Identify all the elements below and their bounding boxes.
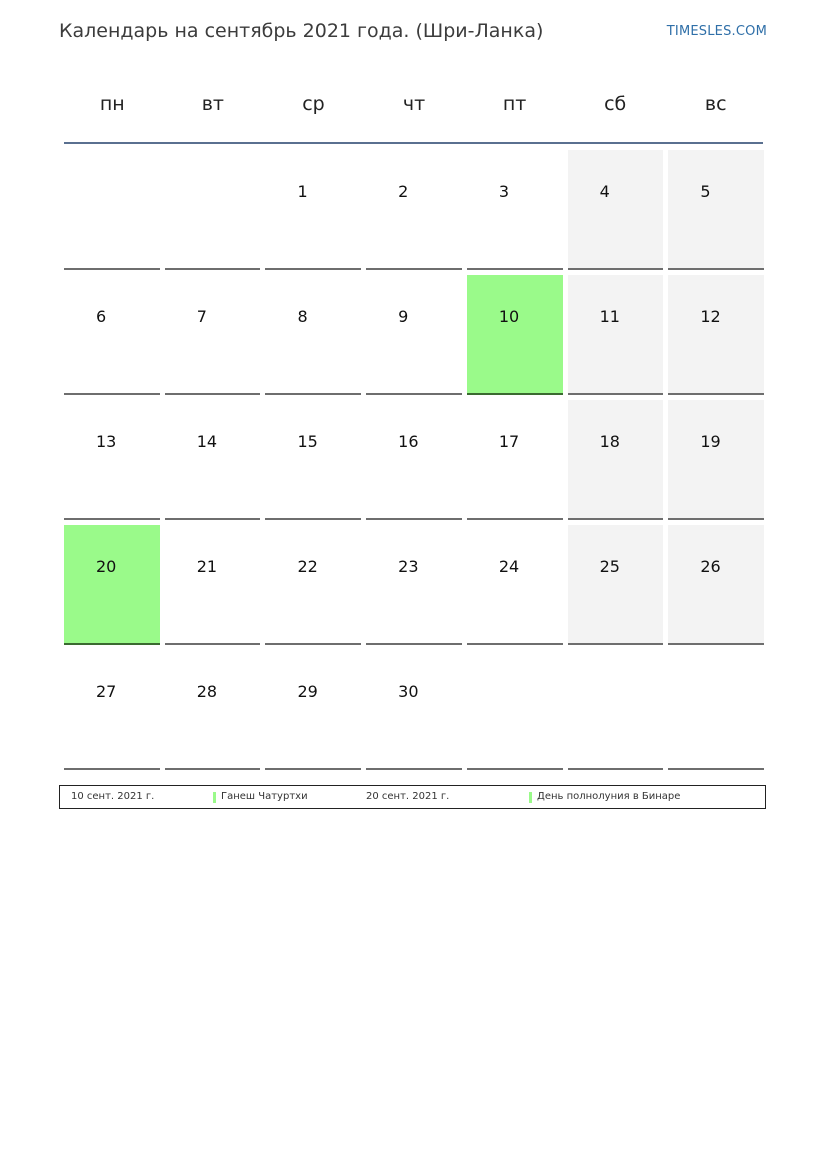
weekday-mon: пн [99, 93, 125, 115]
weekday-wed: ср [302, 93, 325, 115]
calendar-day [265, 525, 361, 645]
day-number: 6 [96, 307, 107, 326]
day-number: 16 [398, 432, 419, 451]
day-number: 5 [700, 182, 711, 201]
calendar-day [64, 400, 160, 520]
day-number: 8 [297, 307, 308, 326]
legend-name-1: Ганеш Чатуртхи [221, 791, 308, 802]
day-number: 24 [498, 557, 520, 576]
calendar-day-holiday [467, 275, 563, 395]
day-number: 18 [599, 432, 620, 451]
day-number: 30 [398, 682, 419, 701]
calendar-day [467, 400, 563, 520]
day-number: 28 [196, 682, 218, 701]
calendar-day [165, 275, 261, 395]
calendar-day [64, 275, 160, 395]
calendar-day-holiday [64, 525, 160, 645]
calendar-day [568, 275, 664, 395]
calendar-day [668, 400, 764, 520]
weekday-header-row [62, 86, 766, 142]
day-number: 7 [196, 307, 207, 326]
site-link[interactable]: TIMESLES.COM [666, 24, 767, 39]
legend-date-2: 20 сент. 2021 г. [366, 791, 450, 802]
day-number: 11 [599, 307, 620, 326]
calendar-day [467, 150, 563, 270]
day-number: 26 [700, 557, 721, 576]
calendar-day [165, 650, 261, 770]
calendar-day [265, 275, 361, 395]
legend-name-2: День полнолуния в Бинаре [537, 791, 681, 802]
day-number: 20 [96, 557, 117, 576]
weekday-sun: вс [704, 93, 727, 115]
calendar-week [64, 275, 764, 395]
calendar-day [668, 150, 764, 270]
calendar-day-empty [568, 650, 664, 770]
calendar-week [64, 400, 764, 520]
day-number: 22 [297, 557, 318, 576]
calendar-day [568, 525, 664, 645]
legend-marker-2 [529, 792, 532, 803]
calendar-day [64, 650, 160, 770]
day-number: 14 [196, 432, 218, 451]
day-number: 17 [498, 432, 520, 451]
calendar-week [64, 650, 764, 770]
calendar-day [366, 525, 462, 645]
weekday-fri: пт [502, 93, 527, 115]
day-number: 2 [398, 182, 409, 201]
calendar-day [568, 400, 664, 520]
day-number: 15 [297, 432, 318, 451]
calendar-day [265, 400, 361, 520]
legend-date-1: 10 сент. 2021 г. [71, 791, 155, 802]
day-number: 4 [599, 182, 610, 201]
weekday-tue: вт [201, 93, 224, 115]
calendar-day [668, 275, 764, 395]
day-number: 10 [498, 307, 520, 326]
day-number: 3 [498, 182, 510, 201]
calendar-day [668, 525, 764, 645]
calendar-grid [64, 150, 764, 775]
calendar-day-empty [64, 150, 160, 270]
calendar-day [366, 650, 462, 770]
calendar-day [165, 400, 261, 520]
holiday-legend [59, 785, 766, 809]
day-number: 27 [96, 682, 117, 701]
header-divider [64, 142, 763, 144]
calendar-week [64, 525, 764, 645]
calendar-day [568, 150, 664, 270]
calendar-day [366, 150, 462, 270]
calendar-day [265, 150, 361, 270]
calendar-day [265, 650, 361, 770]
day-number: 13 [96, 432, 117, 451]
calendar-day-empty [668, 650, 764, 770]
calendar-day [366, 400, 462, 520]
day-number: 9 [398, 307, 409, 326]
page-title: Календарь на сентябрь 2021 года. (Шри-Ланка) [59, 20, 544, 42]
calendar-day [165, 525, 261, 645]
day-number: 12 [700, 307, 721, 326]
weekday-sat: сб [604, 93, 627, 115]
day-number: 1 [297, 182, 308, 201]
day-number: 25 [599, 557, 620, 576]
day-number: 19 [700, 432, 721, 451]
day-number: 29 [297, 682, 318, 701]
calendar-week [64, 150, 764, 270]
calendar-day [467, 525, 563, 645]
calendar-day-empty [165, 150, 261, 270]
calendar-day-empty [467, 650, 563, 770]
legend-marker-1 [213, 792, 216, 803]
calendar-day [366, 275, 462, 395]
day-number: 23 [398, 557, 419, 576]
weekday-thu: чт [402, 93, 426, 115]
day-number: 21 [196, 557, 218, 576]
